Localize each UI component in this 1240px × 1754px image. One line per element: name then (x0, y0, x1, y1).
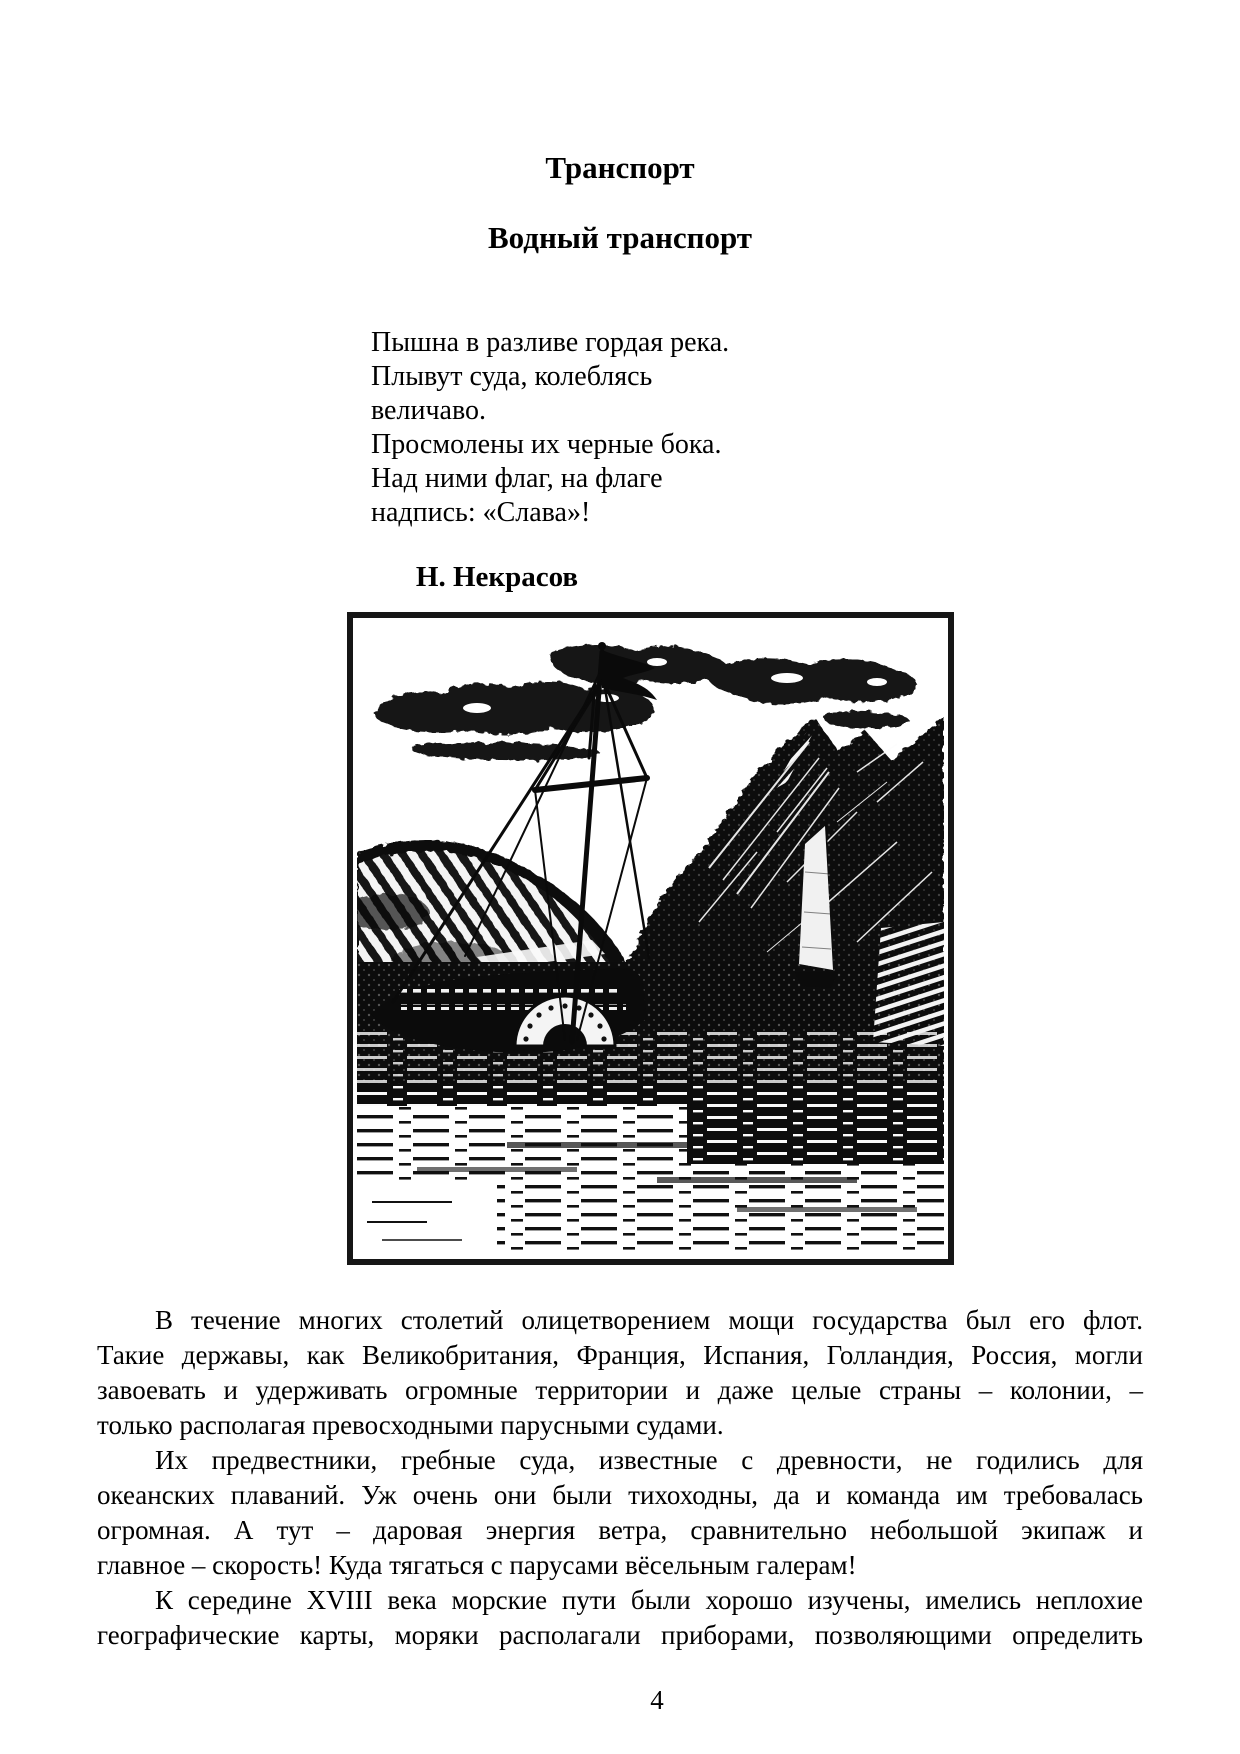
poem-line: надпись: «Слава»! (371, 497, 591, 528)
poem-line: Над ними флаг, на флаге (371, 463, 663, 494)
poem-line: величаво. (371, 395, 486, 426)
text-line: океанских плаваний. Уж очень они были тихоходны, да и команда им требовалась (97, 1480, 1143, 1510)
text-line: В течение многих столетий олицетворением мощи государства был его флот. (155, 1305, 1143, 1335)
poem-line: Пышна в разливе гордая река. (371, 327, 730, 358)
poem-author-row (97, 560, 1143, 594)
text-line: огромная. А тут – даровая энергия ветра, сравнительно небольшой экипаж и (97, 1515, 1143, 1545)
text-line: Их предвестники, гребные суда, известные с древности, не годились для (155, 1445, 1143, 1475)
water-sparkle-patch (873, 922, 944, 1046)
text-line: К середине XVIII века морские пути были хорошо изучены, имелись неплохие (155, 1585, 1143, 1615)
page-footer (0, 1683, 1240, 1718)
body-paragraph (97, 1303, 1143, 1443)
body-paragraph (97, 1443, 1143, 1583)
water (357, 1084, 944, 1255)
ship-engraving-illustration (347, 612, 954, 1265)
body-paragraph (97, 1583, 1143, 1653)
page-number: 4 (650, 1685, 664, 1715)
text-line: главное – скорость! Куда тягаться с парусами вёсельным галерам! (97, 1550, 857, 1580)
poem-line: Плывут суда, колеблясь (371, 361, 653, 392)
poem-author: Н. Некрасов (415, 561, 579, 593)
body-text (97, 1303, 1143, 1653)
poem (371, 326, 1143, 530)
text-line: Такие державы, как Великобритания, Франция, Испания, Голландия, Россия, могли (97, 1340, 1143, 1370)
text-line: завоевать и удерживать огромные территории и даже целые страны – колонии, – (97, 1375, 1143, 1405)
text-line: географические карты, моряки располагали приборами, позволяющими определить (97, 1620, 1143, 1650)
page-subtitle: Водный транспорт (487, 220, 753, 255)
text-line: только располагая превосходными парусными судами. (97, 1410, 724, 1440)
poem-line: Просмолены их черные бока. (371, 429, 722, 460)
page-title: Транспорт (545, 150, 695, 185)
